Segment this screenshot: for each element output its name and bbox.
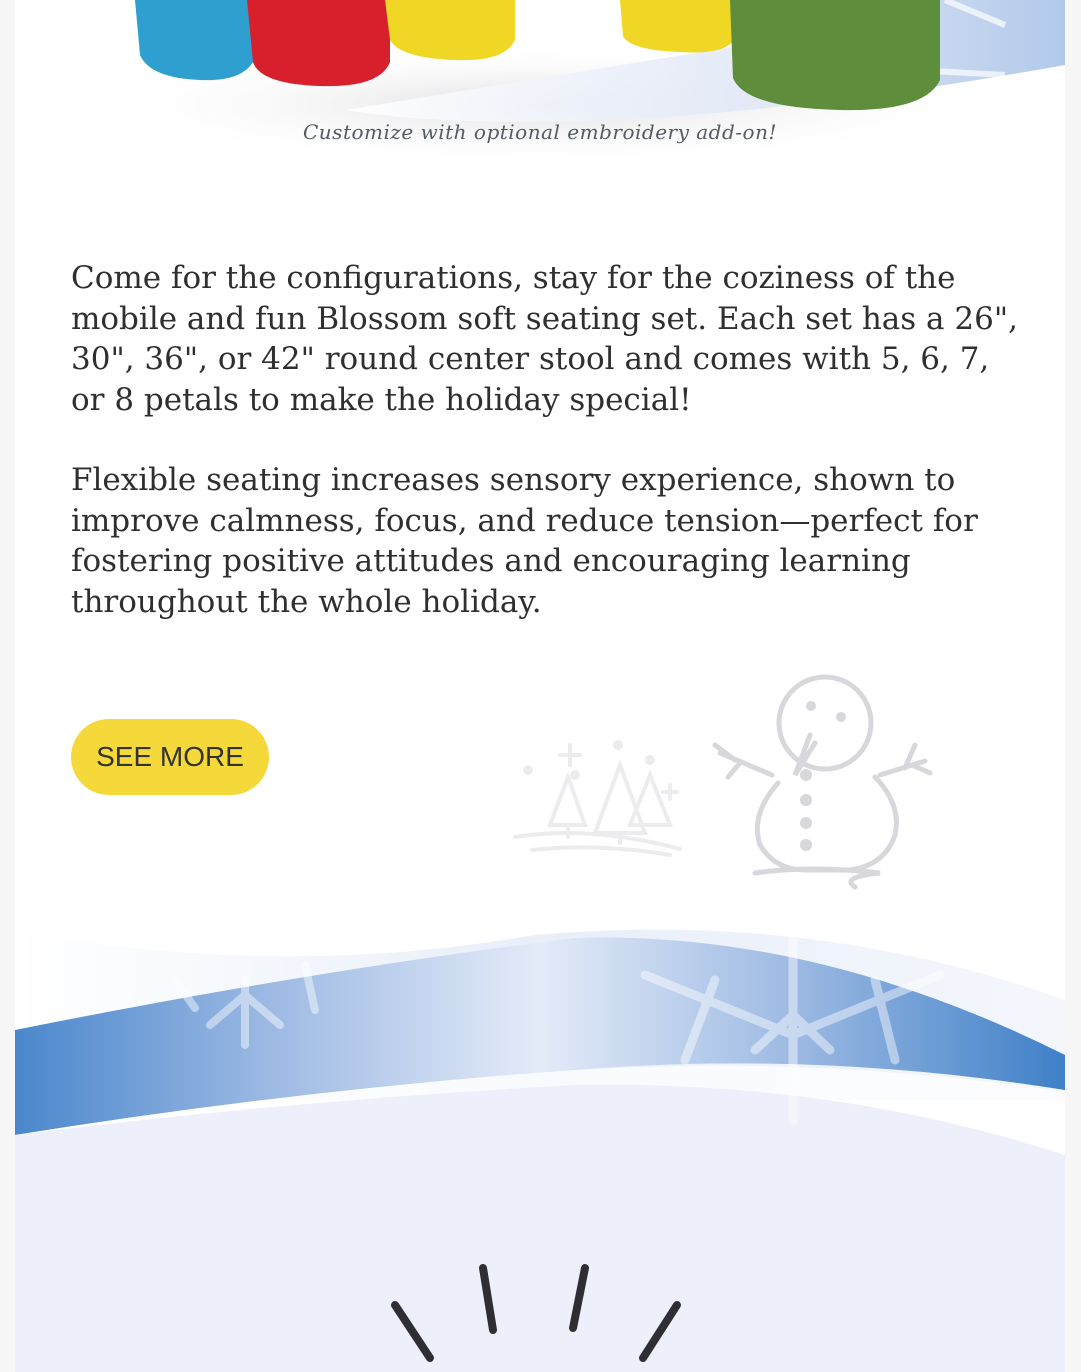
body-copy	[71, 258, 1021, 662]
intro-paragraph: Come for the configurations, stay for the coziness of the mobile and fun Blossom soft seating set. Each set has a 26", 30", 36", or 42" round center stool and comes with 5, 6, 7, or 8 petals to make the holiday special!	[71, 260, 1018, 418]
email-content	[15, 0, 1065, 1372]
sparkle-rays-icon	[375, 1250, 715, 1372]
hero-caption: Customize with optional embroidery add-on!	[303, 120, 777, 144]
snowy-trees-icon	[515, 742, 680, 855]
hero-product-image	[15, 0, 1065, 190]
benefits-paragraph: Flexible seating increases sensory experience, shown to improve calmness, focus, and reduce tension—perfect for fostering positive attitudes and encouraging learning throughout the whole holiday.	[71, 462, 978, 620]
winter-illustration	[510, 665, 950, 905]
snowman-icon	[715, 677, 930, 887]
see-more-button[interactable]: SEE MORE	[71, 719, 269, 795]
